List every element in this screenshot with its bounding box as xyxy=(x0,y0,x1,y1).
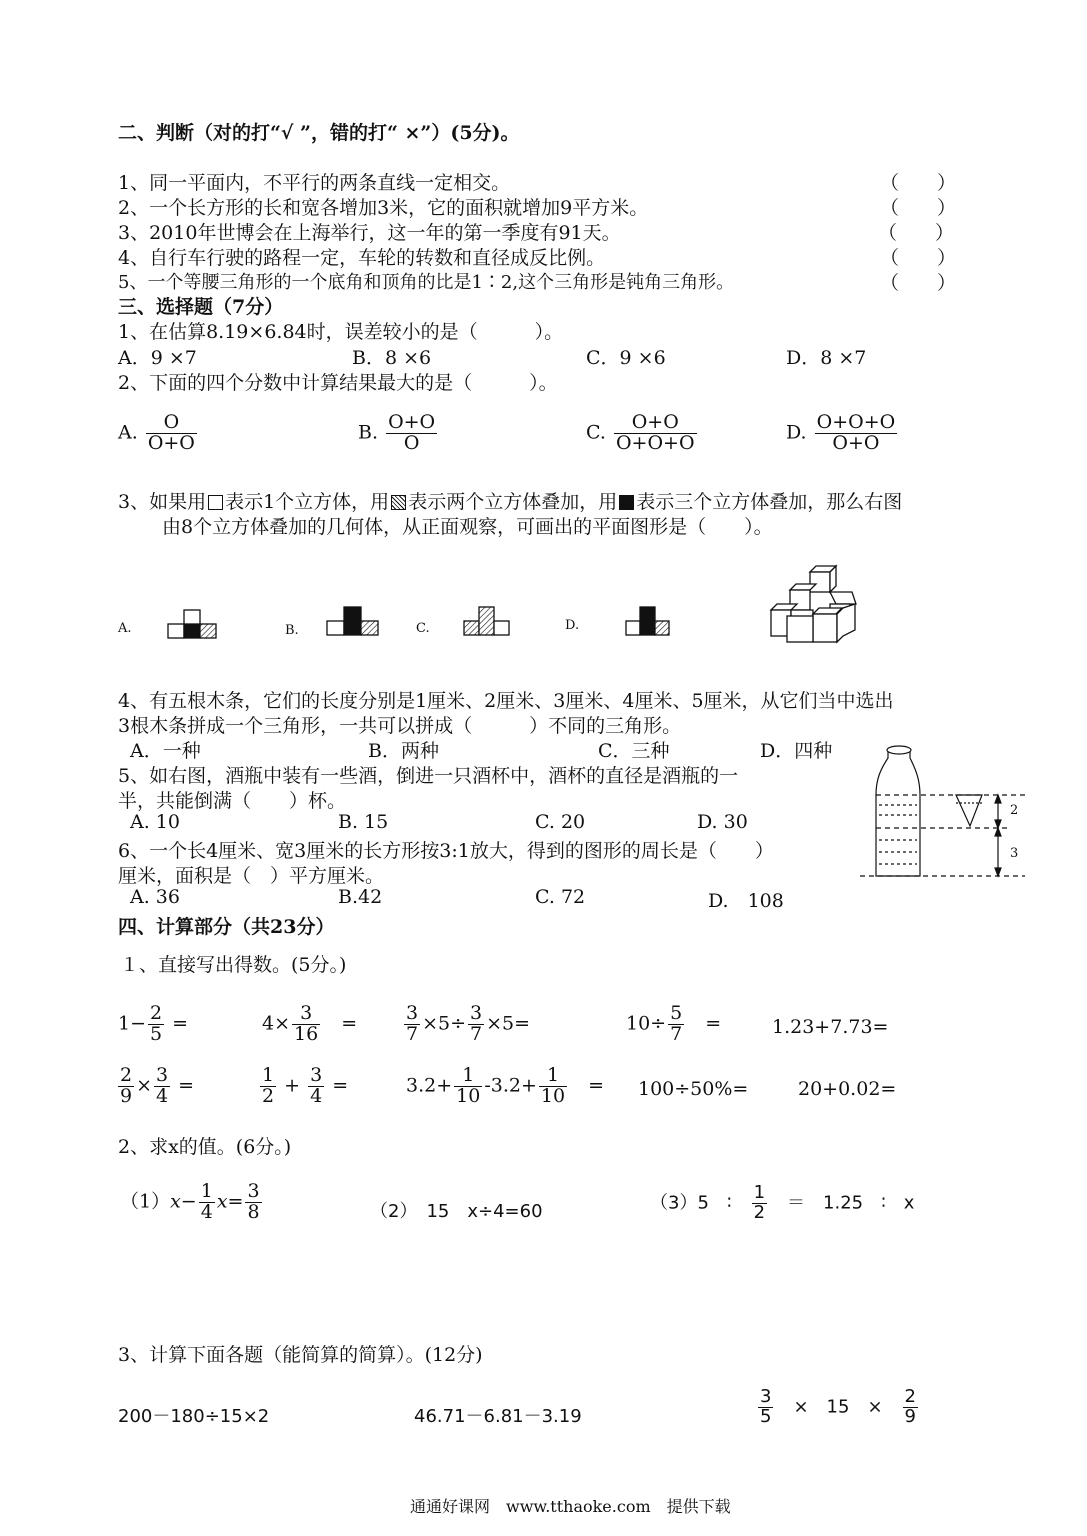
calc-2b: $\frac{1}{2}$ + $\frac{3}{4}$ = xyxy=(262,1064,349,1107)
q6-option-d[interactable]: D. 108 xyxy=(708,890,784,912)
q4-line1: 4、有五根木条，它们的长度分别是1厘米、2厘米、3厘米、4厘米、5厘米，从它们当中选出 xyxy=(118,690,894,712)
calc-1b: 4× $\frac{3}{16}$ = xyxy=(262,1002,358,1045)
q2-option-b-fraction: $\frac{O+O}{O}$ xyxy=(388,411,436,454)
calc-1c: $\frac{3}{7}$ ×5÷ $\frac{3}{7}$ ×5= xyxy=(406,1002,531,1045)
expression-1: 200－180÷15×2 xyxy=(118,1406,270,1427)
section-4-title: 四、计算部分（共23分） xyxy=(118,916,335,938)
judge-paren-1[interactable]: （ ） xyxy=(880,172,957,194)
bottle-label-3: 3 xyxy=(1010,846,1019,861)
expression-3: $\frac{3}{5}$ × 15 × $\frac{2}{9}$ xyxy=(760,1386,916,1427)
q5-option-a[interactable]: A. 10 xyxy=(130,811,180,833)
q1-option-a[interactable]: A．9 ×7 xyxy=(118,347,197,369)
q3-option-a[interactable]: A. xyxy=(118,621,132,636)
q3-figure-c xyxy=(464,607,509,635)
wine-bottle-figure xyxy=(860,746,1025,876)
q5-line1: 5、如右图，酒瓶中装有一些酒，倒进一只酒杯中，酒杯的直径是酒瓶的一 xyxy=(118,765,739,787)
judge-paren-4[interactable]: （ ） xyxy=(880,247,957,269)
q2-stem: 2、下面的四个分数中计算结果最大的是（ ）。 xyxy=(118,372,558,394)
judge-paren-2[interactable]: （ ） xyxy=(880,197,957,219)
q1-stem: 1、在估算8.19×6.84时，误差较小的是（ ）。 xyxy=(118,321,564,343)
q1-option-c[interactable]: C．9 ×6 xyxy=(586,347,666,369)
q3-figure-a xyxy=(168,610,216,638)
judge-item-3: 3、2010年世博会在上海举行，这一年的第一季度有91天。 xyxy=(118,222,621,244)
footer-credit: 通通好课网 www.tthaoke.com 提供下载 xyxy=(410,1497,731,1516)
judge-item-1: 1、同一平面内，不平行的两条直线一定相交。 xyxy=(118,172,511,194)
q6-option-a[interactable]: A. 36 xyxy=(130,886,180,908)
q4-option-c[interactable]: C．三种 xyxy=(598,740,670,762)
equation-3: （3）5 ∶ $\frac{1}{2}$ ＝ 1.25 ∶ x xyxy=(650,1182,915,1223)
q5-option-c[interactable]: C. 20 xyxy=(535,811,586,833)
cube-stack-figure xyxy=(771,566,856,642)
q6-option-c[interactable]: C. 72 xyxy=(535,886,586,908)
q2-option-a-label: A. xyxy=(118,421,138,444)
calc-2a: $\frac{2}{9}$ × $\frac{3}{4}$ = xyxy=(120,1064,195,1107)
expression-2: 46.71－6.81－3.19 xyxy=(414,1406,582,1427)
equation-1: （1）x− $\frac{1}{4}$ x= $\frac{3}{8}$ xyxy=(120,1180,260,1223)
q3-option-c[interactable]: C. xyxy=(416,621,430,636)
section-2-title: 二、判断（对的打“√ ”，错的打“ ×”）(5分)。 xyxy=(118,122,520,144)
q6-option-b[interactable]: B.42 xyxy=(338,886,383,908)
q4-option-d[interactable]: D．四种 xyxy=(760,740,833,762)
q6-line1: 6、一个长4厘米、宽3厘米的长方形按3:1放大，得到的图形的周长是（ ） xyxy=(118,840,774,862)
judge-item-5: 5、一个等腰三角形的一个底角和顶角的比是1∶2,这个三角形是钝角三角形。 xyxy=(118,272,735,293)
bottle-label-2: 2 xyxy=(1010,803,1019,818)
equation-2: （2） 15 x÷4=60 xyxy=(370,1201,543,1222)
section-3-title: 三、选择题（7分） xyxy=(118,296,284,318)
q5-option-b[interactable]: B. 15 xyxy=(338,811,389,833)
q3-figure-b xyxy=(327,607,378,635)
calc-1e: 1.23+7.73= xyxy=(772,1016,889,1038)
calc-1a: 1− $\frac{2}{5}$ = xyxy=(118,1002,189,1045)
q4-option-b[interactable]: B．两种 xyxy=(368,740,439,762)
q3-line2: 由8个立方体叠加的几何体，从正面观察，可画出的平面图形是（ ）。 xyxy=(162,516,773,538)
q1-option-b[interactable]: B．8 ×6 xyxy=(352,347,432,369)
q2-option-d-fraction: $\frac{O+O+O}{O+O}$ xyxy=(816,411,896,454)
q3-line1: 3、如果用 表示1个立方体，用 表示两个立方体叠加，用 表示三个立方体叠加，那么右图 xyxy=(118,491,903,513)
q3-option-d[interactable]: D. xyxy=(565,618,580,633)
q5-line2: 半，共能倒满（ ）杯。 xyxy=(118,790,347,812)
q2-option-b-label: B. xyxy=(358,421,379,444)
q2-option-c-label: C. xyxy=(586,421,606,444)
q1-option-d[interactable]: D．8 ×7 xyxy=(786,347,867,369)
p1-title: １、直接写出得数。(5分。) xyxy=(120,954,347,976)
q4-option-a[interactable]: A．一种 xyxy=(130,740,201,762)
p2-title: 2、求x的值。(6分。) xyxy=(118,1136,292,1158)
q2-option-c-fraction: $\frac{O+O}{O+O+O}$ xyxy=(615,411,695,454)
calc-2d: 100÷50%= xyxy=(638,1078,749,1100)
q3-figure-d xyxy=(626,607,669,635)
q3-option-b[interactable]: B. xyxy=(285,623,299,638)
q2-option-a-fraction: $\frac{O}{O+O}$ xyxy=(147,411,195,454)
judge-paren-3[interactable]: （ ） xyxy=(878,222,955,244)
q6-line2: 厘米，面积是（ ）平方厘米。 xyxy=(118,865,385,887)
judge-item-4: 4、自行车行驶的路程一定，车轮的转数和直径成反比例。 xyxy=(118,247,606,269)
calc-2c: 3.2+ $\frac{1}{10}$ -3.2+ $\frac{1}{10}$ = xyxy=(406,1064,605,1107)
p3-title: 3、计算下面各题（能简算的简算）。(12分) xyxy=(118,1344,483,1366)
judge-item-2: 2、一个长方形的长和宽各增加3米，它的面积就增加9平方米。 xyxy=(118,197,649,219)
judge-paren-5[interactable]: （ ） xyxy=(880,272,957,294)
q4-line2: 3根木条拼成一个三角形，一共可以拼成（ ）不同的三角形。 xyxy=(118,715,682,737)
q5-option-d[interactable]: D. 30 xyxy=(697,811,748,833)
calc-2e: 20+0.02= xyxy=(798,1078,897,1100)
calc-1d: 10÷ $\frac{5}{7}$ = xyxy=(626,1002,722,1045)
q2-option-d-label: D. xyxy=(786,421,807,444)
